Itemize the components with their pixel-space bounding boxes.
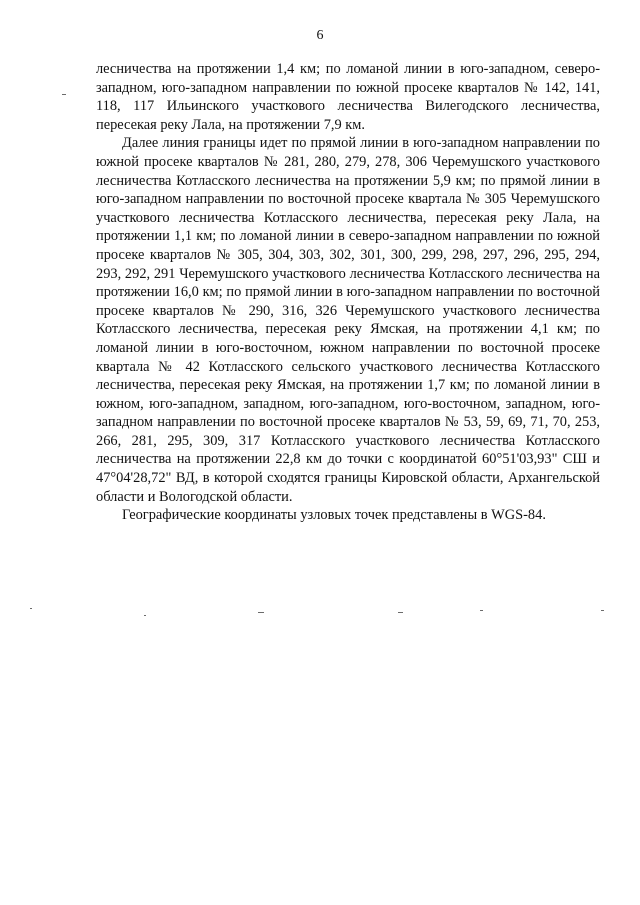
scan-speck — [144, 615, 146, 616]
paragraph-boundary-description: Далее линия границы идет по прямой линии в юго-западном направлении по южной просеке кварталов № 281, 280, 279, 278, 306 Черемушского участкового лесничества Котласского лесничества на протяжении 5,9 км; по прямой линии в юго-западном направлении по восточной просеке квартала № 305 Черемушского участкового лесничества Котласского лесничества, пересекая реку Лала, на протяжении 1,1 км; по ломаной линии в северо-западном направлении по южной просеке кварталов № 305, 304, 303, 302, 301, 300, 299, 298, 297, 296, 295, 294, 293, 292, 291 Черемушского участкового лесничества Котласского лесничества на протяжении 16,0 км; по прямой линии в юго-западном направлении по восточной просеке кварталов № 290, 316, 326 Черемушского участкового лесничества Котласского лесничества, пересекая реку Ямская, на протяжении 4,1 км; по ломаной линии в юго-восточном, южном направлении по восточной просеке квартала № 42 Котласского сельского участкового лесничества Котласского лесничества, пересекая реку Ямская, на протяжении 1,7 км; по ломаной линии в южном, юго-западном, западном, юго-западном, юго-восточном, западном, юго-западном направлении по восточной просеке кварталов № 53, 59, 69, 71, 70, 253, 266, 281, 295, 309, 317 Котласского участкового лесничества Котласского лесничества на протяжении 22,8 км до точки с координатой 60°51'03,93" СШ и 47°04'28,72" ВД, в которой сходятся границы Кировской области, Архангельской области и Вологодской области. — [96, 135, 600, 505]
scan-speck — [62, 94, 66, 95]
paragraph-continuation: лесничества на протяжении 1,4 км; по ломаной линии в юго-западном, северо-западном, юго-западном направлении по южной просеке кварталов № 142, 141, 118, 117 Ильинского участкового лесничества Вилегодского лесничества, пересекая реку Лала, на протяжении 7,9 км. — [96, 61, 600, 133]
paragraph-coordinates-note: Географические координаты узловых точек представлены в WGS-84. — [122, 507, 546, 524]
scan-speck — [398, 612, 403, 613]
scan-speck — [601, 610, 604, 611]
scan-speck — [30, 608, 32, 609]
scan-speck — [258, 612, 264, 613]
page-number: 6 — [316, 28, 324, 43]
scan-speck — [480, 610, 483, 611]
body-text — [96, 60, 600, 525]
